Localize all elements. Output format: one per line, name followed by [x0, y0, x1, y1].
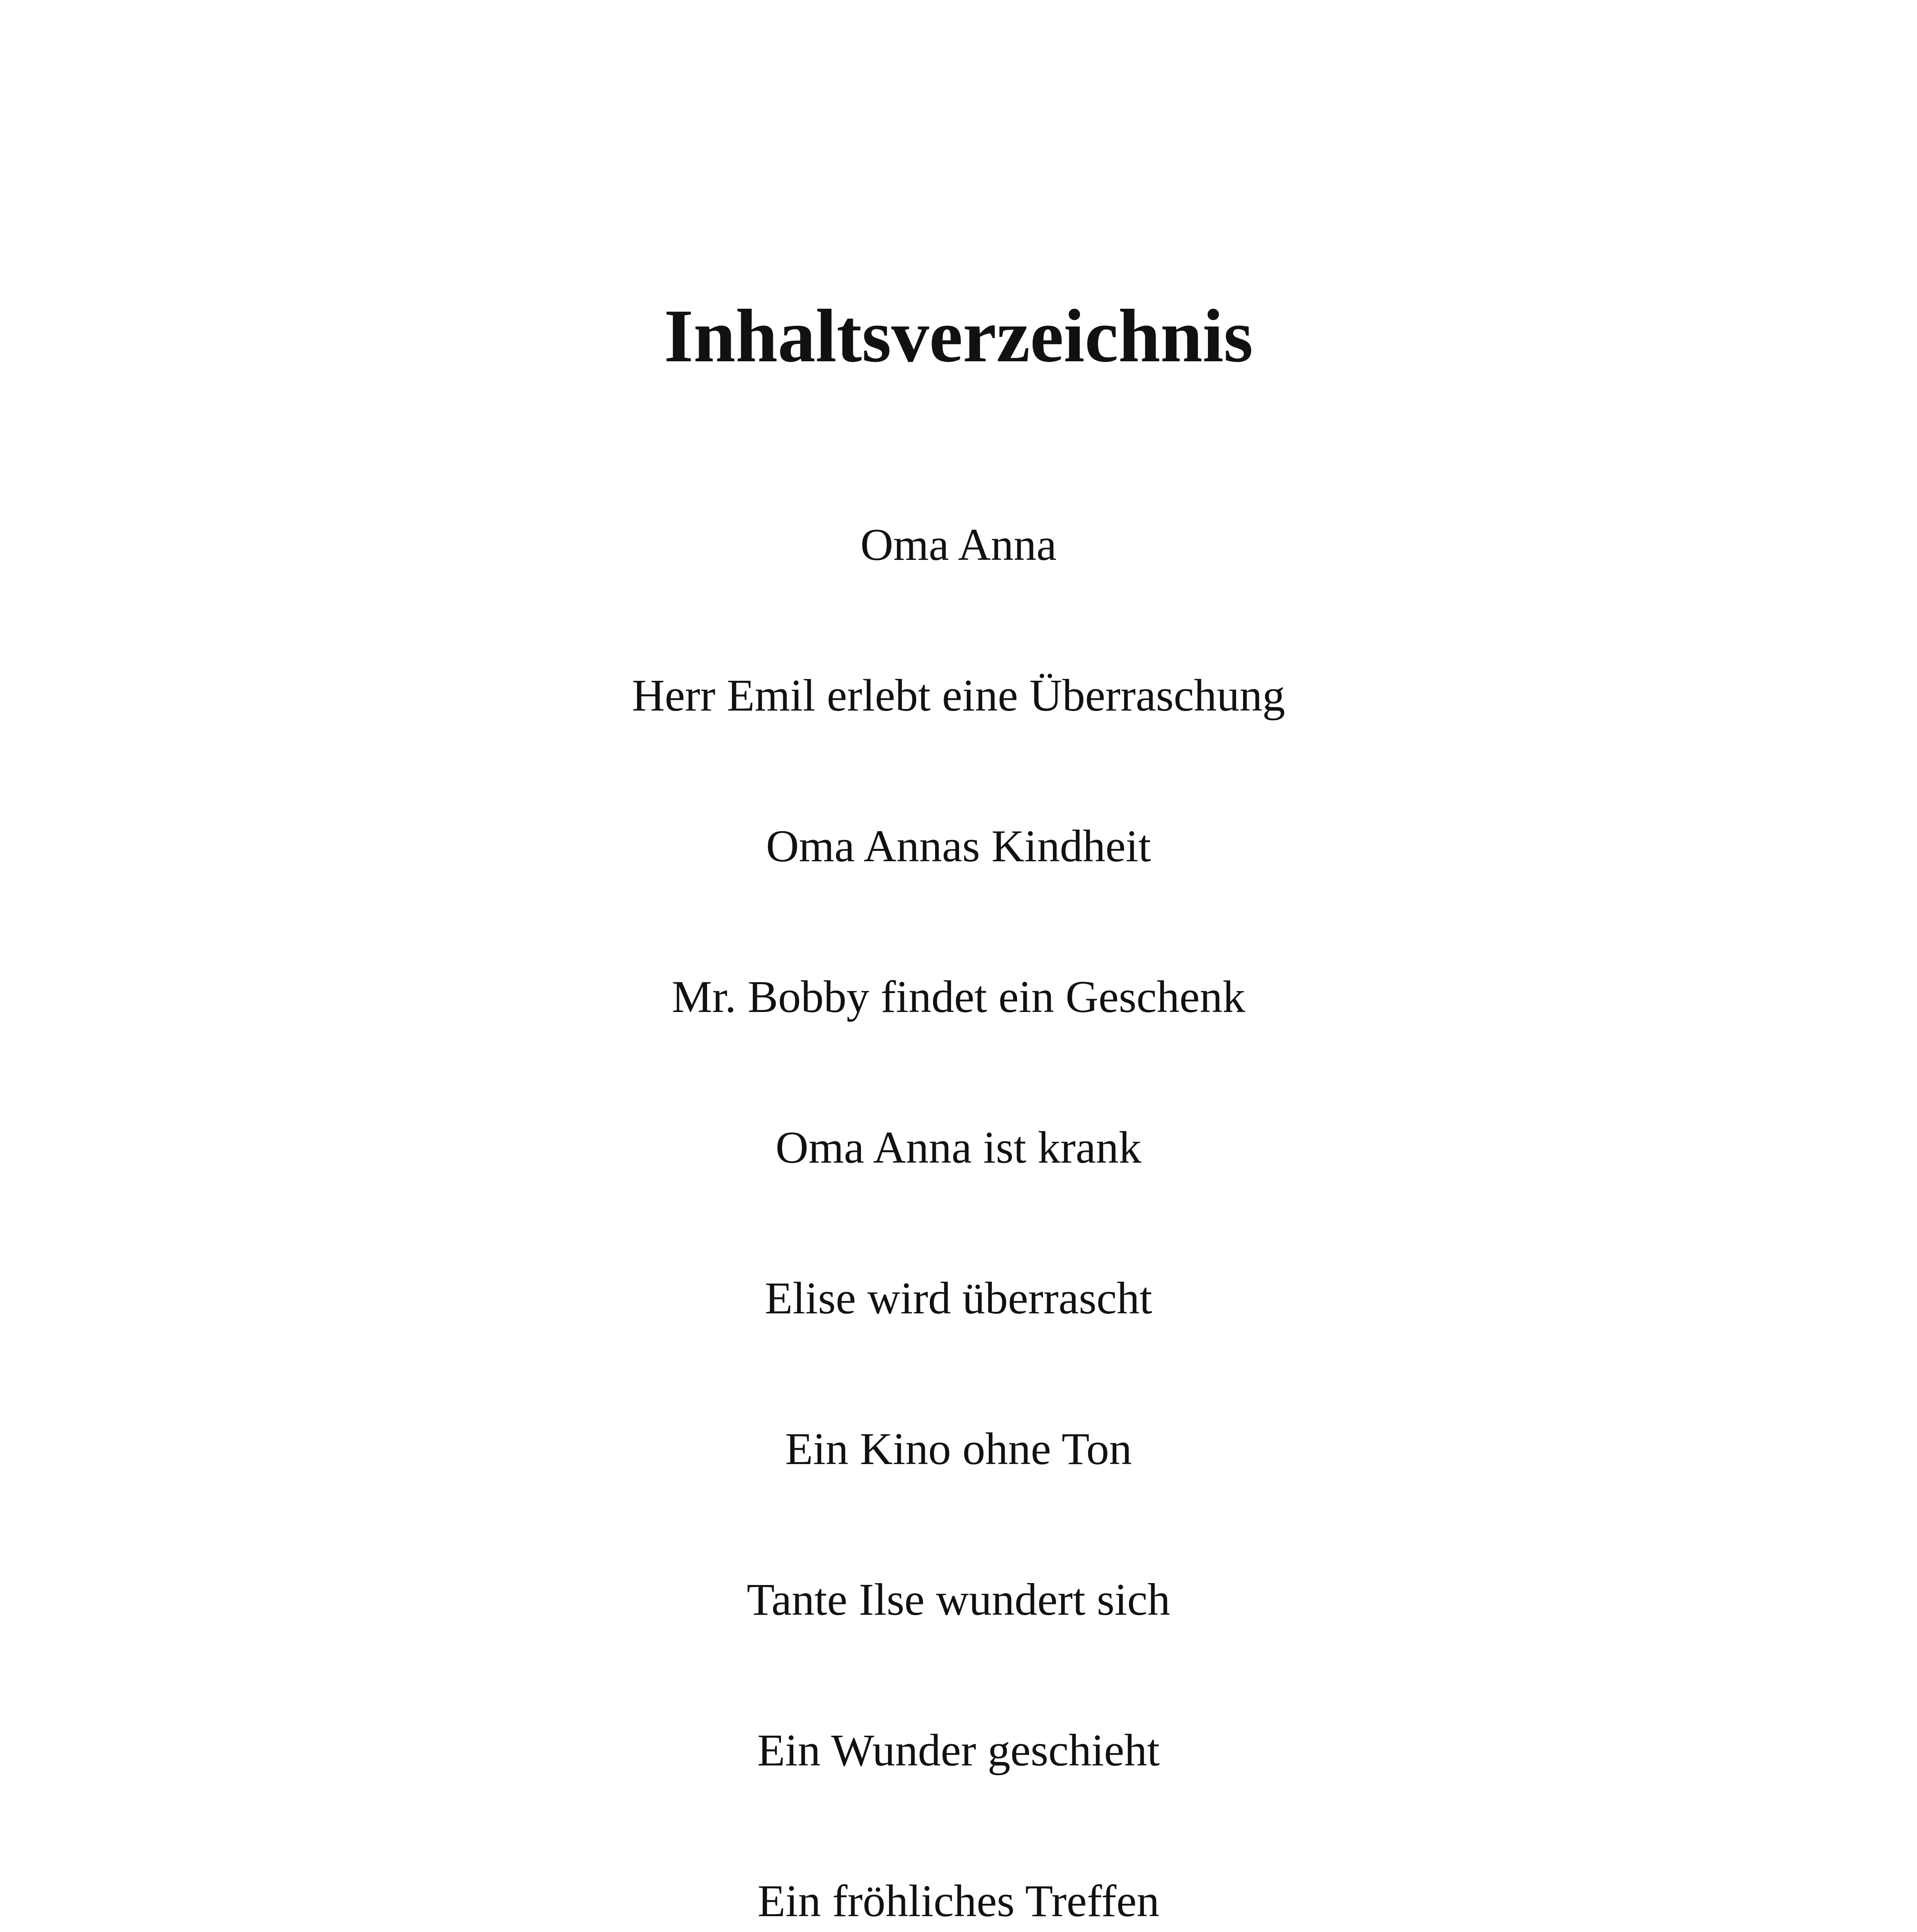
toc-entry[interactable]: Oma Annas Kindheit — [766, 821, 1151, 871]
toc-entry[interactable]: Tante Ilse wundert sich — [747, 1574, 1170, 1625]
table-of-contents — [0, 506, 1917, 1932]
toc-entry[interactable]: Elise wird überrascht — [765, 1273, 1152, 1323]
toc-entry[interactable]: Oma Anna ist krank — [775, 1122, 1142, 1173]
toc-entry[interactable]: Oma Anna — [860, 519, 1057, 570]
page-title: Inhaltsverzeichnis — [664, 294, 1253, 378]
toc-entry[interactable]: Herr Emil erlebt eine Überraschung — [632, 670, 1285, 721]
toc-entry[interactable]: Ein Wunder geschieht — [757, 1725, 1160, 1776]
toc-entry[interactable]: Ein Kino ohne Ton — [785, 1423, 1132, 1474]
toc-entry[interactable]: Mr. Bobby findet ein Geschenk — [672, 971, 1245, 1022]
toc-entry[interactable]: Ein fröhliches Treffen — [757, 1876, 1160, 1926]
